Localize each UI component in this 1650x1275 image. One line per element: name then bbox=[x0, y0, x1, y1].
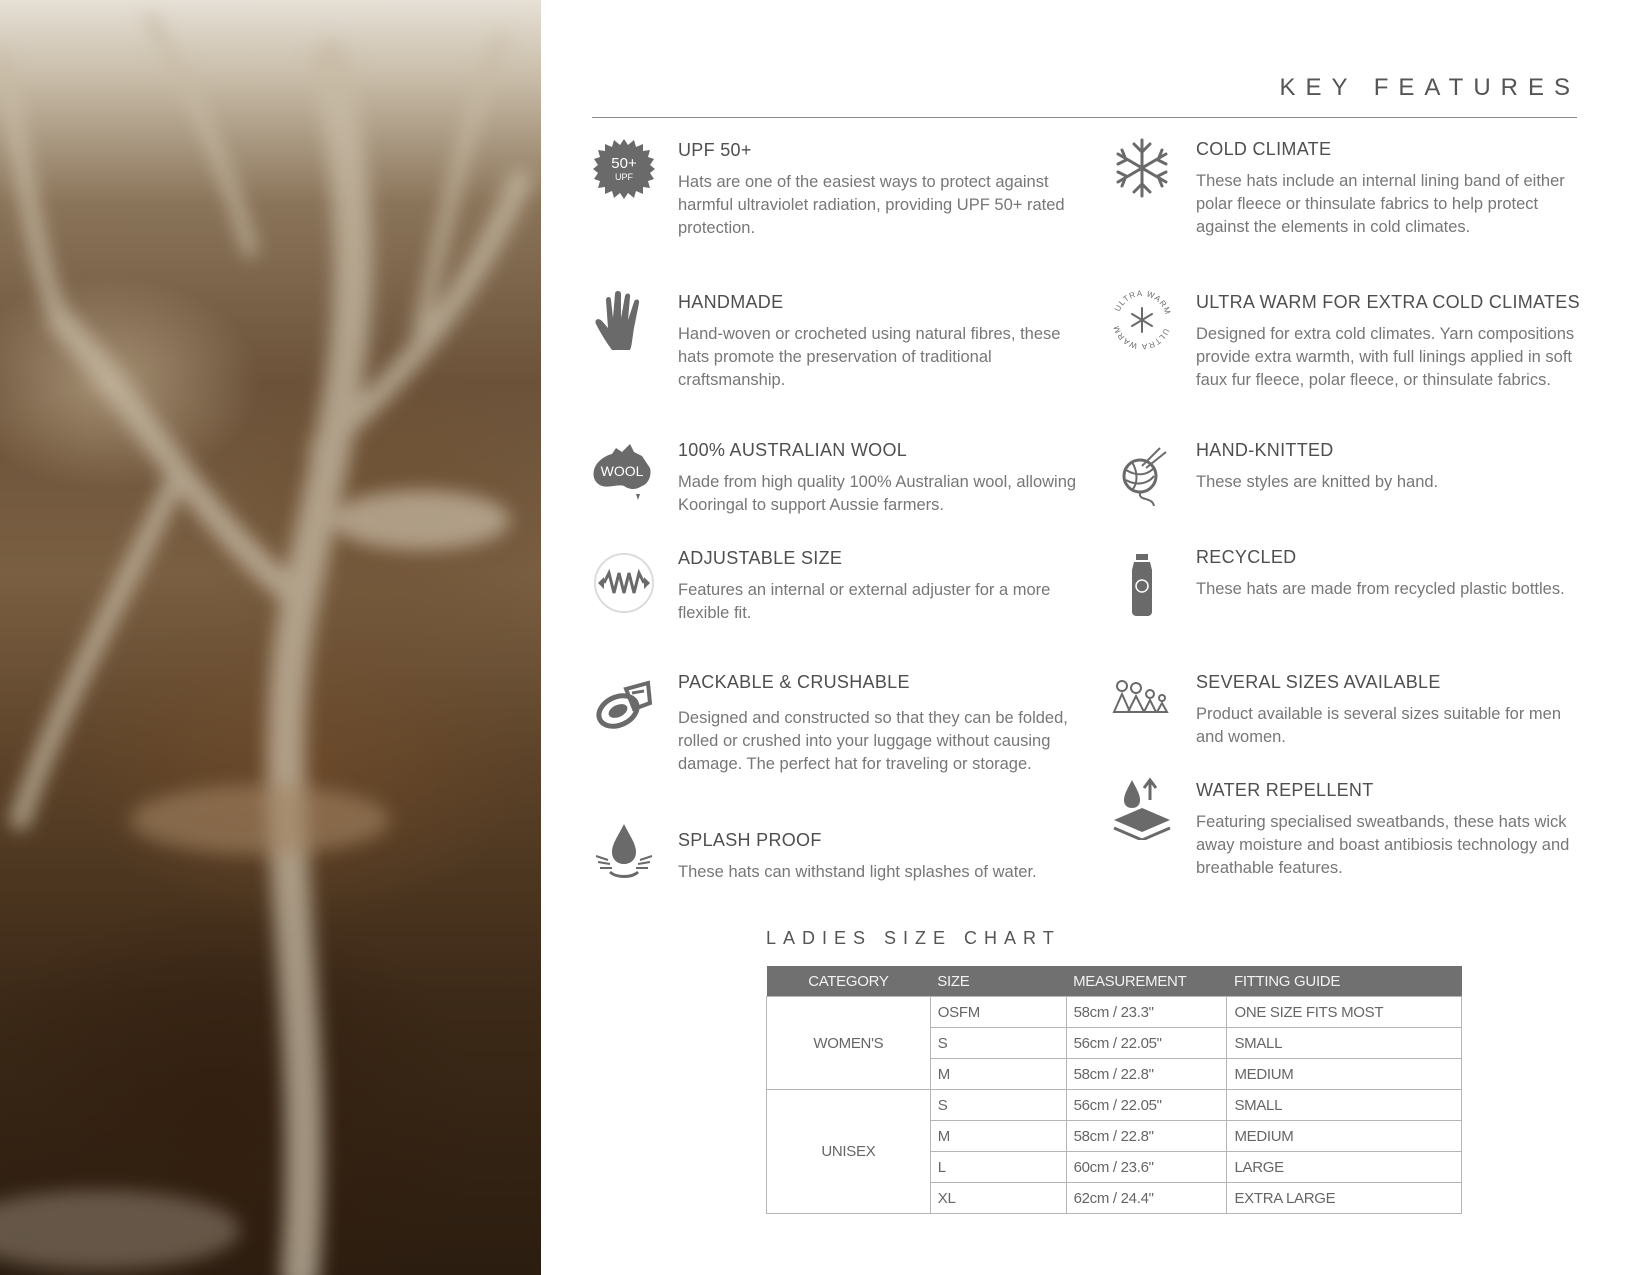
upf-badge-bottom: UPF bbox=[615, 172, 633, 182]
fit-cell: SMALL bbox=[1227, 1028, 1462, 1059]
fit-cell: LARGE bbox=[1227, 1152, 1462, 1183]
fit-cell: MEDIUM bbox=[1227, 1059, 1462, 1090]
fit-cell: MEDIUM bbox=[1227, 1121, 1462, 1152]
table-row bbox=[767, 1090, 1462, 1121]
feature-text: Features an internal or external adjuster for a more flexible fit. bbox=[678, 581, 1051, 622]
feature-recycled bbox=[1196, 547, 1586, 601]
size-cell: M bbox=[930, 1059, 1066, 1090]
feature-packable-crushable bbox=[678, 672, 1078, 776]
column-header-fitting-guide: FITTING GUIDE bbox=[1227, 966, 1462, 997]
feature-heading: ADJUSTABLE SIZE bbox=[678, 548, 843, 568]
feature-heading: RECYCLED bbox=[1196, 547, 1297, 567]
size-cell: S bbox=[930, 1028, 1066, 1059]
yarn-ball-needles-icon bbox=[1112, 446, 1176, 510]
feature-heading: WATER REPELLENT bbox=[1196, 780, 1374, 800]
tree-photo bbox=[0, 0, 541, 1275]
feature-heading: COLD CLIMATE bbox=[1196, 139, 1332, 159]
feature-water-repellent bbox=[1196, 780, 1586, 880]
size-cell: OSFM bbox=[930, 997, 1066, 1028]
feature-heading: PACKABLE & CRUSHABLE bbox=[678, 672, 910, 692]
feature-splash-proof bbox=[678, 830, 1078, 884]
upf-50-badge-icon bbox=[592, 137, 656, 201]
recycled-bottle-icon bbox=[1110, 552, 1174, 616]
adjuster-icon bbox=[592, 551, 656, 615]
water-drop-splash-icon bbox=[592, 820, 656, 884]
wool-badge-text: WOOL bbox=[600, 463, 644, 479]
feature-text: Designed and constructed so that they can be folded, rolled or crushed into your luggage without causing damage. The perfect hat for traveling or storage. bbox=[678, 709, 1068, 773]
feature-heading: HANDMADE bbox=[678, 292, 784, 312]
feature-text: These hats can withstand light splashes of water. bbox=[678, 863, 1037, 881]
feature-text: Hats are one of the easiest ways to protect against harmful ultraviolet radiation, providing UPF 50+ rated protection. bbox=[678, 173, 1065, 237]
fit-cell: SMALL bbox=[1227, 1090, 1462, 1121]
feature-heading: HAND-KNITTED bbox=[1196, 440, 1334, 460]
feature-cold-climate bbox=[1196, 139, 1586, 239]
ring-text-bottom: ULTRA WARM bbox=[1111, 323, 1172, 352]
size-cell: M bbox=[930, 1121, 1066, 1152]
category-cell: UNISEX bbox=[767, 1090, 931, 1214]
feature-text: Product available is several sizes suitable for men and women. bbox=[1196, 705, 1562, 746]
category-cell: WOMEN'S bbox=[767, 997, 931, 1090]
feature-heading: UPF 50+ bbox=[678, 140, 752, 160]
snowflake-icon bbox=[1110, 136, 1174, 200]
feature-heading: SPLASH PROOF bbox=[678, 830, 822, 850]
measurement-cell: 62cm / 24.4" bbox=[1066, 1183, 1227, 1214]
fit-cell: ONE SIZE FITS MOST bbox=[1227, 997, 1462, 1028]
feature-adjustable-size bbox=[678, 548, 1078, 625]
feature-text: Hand-woven or crocheted using natural fibres, these hats promote the preservation of traditional craftsmanship. bbox=[678, 325, 1061, 389]
measurement-cell: 58cm / 23.3" bbox=[1066, 997, 1227, 1028]
people-sizes-icon bbox=[1110, 672, 1174, 736]
feature-text: Designed for extra cold climates. Yarn compositions provide extra warmth, with full linings applied in soft faux fur fleece, polar fleece, or thinsulate fabrics. bbox=[1196, 325, 1575, 389]
feature-several-sizes bbox=[1196, 672, 1586, 749]
size-cell: XL bbox=[930, 1183, 1066, 1214]
table-header-row bbox=[767, 966, 1462, 997]
column-header-size: SIZE bbox=[930, 966, 1066, 997]
feature-text: Made from high quality 100% Australian wool, allowing Kooringal to support Aussie farmers. bbox=[678, 473, 1077, 514]
feature-australian-wool bbox=[678, 440, 1078, 517]
ring-text-top: ULTRA WARM bbox=[1112, 288, 1173, 317]
measurement-cell: 60cm / 23.6" bbox=[1066, 1152, 1227, 1183]
australia-wool-icon bbox=[590, 440, 654, 504]
feature-heading: SEVERAL SIZES AVAILABLE bbox=[1196, 672, 1441, 692]
feature-heading: ULTRA WARM FOR EXTRA COLD CLIMATES bbox=[1196, 292, 1580, 312]
size-cell: S bbox=[930, 1090, 1066, 1121]
measurement-cell: 58cm / 22.8" bbox=[1066, 1059, 1227, 1090]
feature-text: These hats include an internal lining band of either polar fleece or thinsulate fabrics to help protect against the elements in cold climates. bbox=[1196, 172, 1565, 236]
table-row bbox=[767, 997, 1462, 1028]
water-repellent-icon bbox=[1110, 776, 1174, 840]
title-divider bbox=[592, 117, 1577, 118]
feature-heading: 100% AUSTRALIAN WOOL bbox=[678, 440, 908, 460]
size-chart-title: LADIES SIZE CHART bbox=[766, 928, 1061, 948]
feature-ultra-warm bbox=[1196, 292, 1596, 392]
size-chart-table bbox=[766, 966, 1462, 1214]
column-header-measurement: MEASUREMENT bbox=[1066, 966, 1227, 997]
size-cell: L bbox=[930, 1152, 1066, 1183]
page-title: KEY FEATURES bbox=[1279, 74, 1580, 101]
feature-hand-knitted bbox=[1196, 440, 1586, 494]
feature-upf bbox=[678, 140, 1078, 240]
column-header-category: CATEGORY bbox=[767, 966, 931, 997]
measurement-cell: 56cm / 22.05" bbox=[1066, 1028, 1227, 1059]
measurement-cell: 58cm / 22.8" bbox=[1066, 1121, 1227, 1152]
feature-text: Featuring specialised sweatbands, these hats wick away moisture and boast antibiosis technology and breathable features. bbox=[1196, 813, 1570, 877]
hand-icon bbox=[592, 288, 656, 352]
upf-badge-top: 50+ bbox=[611, 155, 637, 172]
feature-handmade bbox=[678, 292, 1078, 392]
feature-text: These styles are knitted by hand. bbox=[1196, 473, 1439, 491]
measurement-cell: 56cm / 22.05" bbox=[1066, 1090, 1227, 1121]
ultra-warm-snowflake-icon bbox=[1110, 288, 1174, 352]
fit-cell: EXTRA LARGE bbox=[1227, 1183, 1462, 1214]
feature-text: These hats are made from recycled plastic bottles. bbox=[1196, 580, 1565, 598]
crushable-hat-icon bbox=[592, 675, 656, 739]
